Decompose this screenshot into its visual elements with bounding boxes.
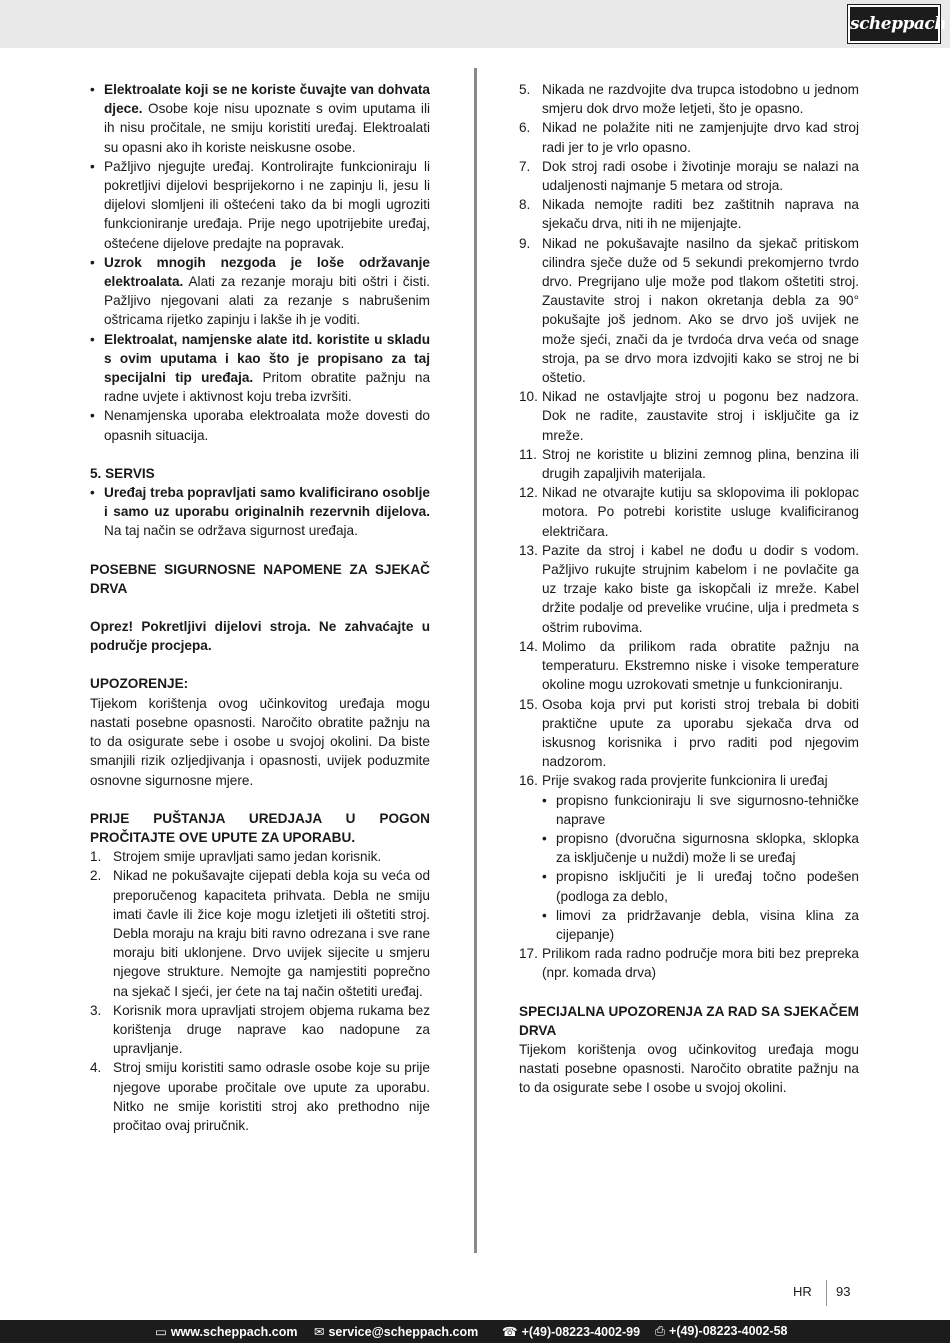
- phone-contact: ☎ +(49)-08223-4002-99: [502, 1325, 641, 1339]
- phone-icon: ☎: [502, 1325, 518, 1339]
- footer-separator: [826, 1280, 827, 1306]
- list-item: • Elektroalate koji se ne koriste čuvajte van dohvata djece. Osobe koje nisu upoznate s ovim uputama ili ih nisu pročitale, ne smiju koristiti uređaj. Elektroalati su opasni ako ih koriste neiskusne osobe.: [90, 82, 430, 155]
- list-item: • Pažljivo njegujte uređaj. Kontrolirajte funkcioniraju li pokretljivi dijelovi besprijekorno i ne zapinju li, jesu li dijelovi slomljeni ili oštećeni tako da bi mogli ugroziti funkcioniranje uređaja. Prije nego upotrijebite uređaj, oštećene dijelove predajte na popravak.: [90, 158, 430, 251]
- sub-list-item: • limovi za pridržavanje debla, visina klina za cijepanje): [542, 907, 859, 942]
- list-item: 13. Pazite da stroj i kabel ne dođu u dodir s vodom. Pažljivo rukujte strujnim kabelom i ne povlačite ga uz trzaje kako biste ga iskopčali iz mreže. Kabel držite podalje od prevelike vrućine, ulja i predmeta s oštrim rubovima.: [519, 542, 859, 635]
- right-column: [519, 80, 859, 1098]
- list-item: 8. Nikada nemojte raditi bez zaštitnih naprava na sjekaču drva, niti ih ne mijenjajte.: [519, 197, 859, 232]
- mail-icon: ✉: [314, 1325, 325, 1339]
- fax-contact: ⎙ +(49)-08223-4002-58: [655, 1324, 788, 1338]
- header-bar: [0, 0, 950, 48]
- page-footer: [770, 1284, 870, 1304]
- website-contact: ▭ www.scheppach.com: [155, 1325, 298, 1339]
- list-item: 9. Nikad ne pokušavajte nasilno da sjekač pritiskom cilindra sječe duže od 5 sekundi prekomjerno tvrdo drvo. Pregrijano ulje može pod tlakom oštetiti stroj. Zaustavite stroj i nakon okretanja debla za 90° pokušajte još jednom. Ako se drvo još uvijek ne može sjeći, znači da je tvrdoća drva veća od snage stroja, pa se drvo mora izdvojiti kako se stroj ne bi oštetio.: [519, 235, 859, 386]
- list-item: 14. Molimo da prilikom rada obratite pažnju na temperaturu. Ekstremno niske i visoke temperature okoline mogu uzrokovati smetnje u funkcioniranju.: [519, 638, 859, 693]
- language-code: HR: [793, 1284, 812, 1299]
- list-item: • Uzrok mnogih nezgoda je loše održavanje elektroalata. Alati za rezanje moraju biti oštri i čisti. Pažljivo njegovani alati za rezanje s nabrušenim oštricama rijetko zapinju i lakše ih je voditi.: [90, 254, 430, 328]
- email-contact: ✉ service@scheppach.com: [314, 1325, 479, 1339]
- list-item: • Nenamjenska uporaba elektroalata može dovesti do opasnih situacija.: [90, 408, 430, 443]
- fax-icon: ⎙: [655, 1324, 666, 1338]
- section-heading-posebne: POSEBNE SIGURNOSNE NAPOMENE ZA SJEKAČ DRVA: [90, 561, 430, 596]
- numbered-list: [519, 80, 859, 791]
- section-heading-servis: 5. SERVIS: [90, 465, 155, 481]
- list-item: 4. Stroj smiju koristiti samo odrasle osobe koje su prije njegove uporabe pročitale ove upute za uporabu. Nitko ne smije koristiti stroj ako prethodno nije pročitao ovaj priručnik.: [90, 1060, 430, 1133]
- section-heading-upozorenje: UPOZORENJE:: [90, 676, 189, 692]
- sub-list-item: • propisno isključiti je li uređaj točno podešen (podloga za deblo,: [542, 869, 859, 904]
- sub-list: [519, 791, 859, 945]
- list-item: 17. Prilikom rada radno područje mora biti bez prepreka (npr. komada drva): [519, 946, 859, 981]
- list-item: 5. Nikada ne razdvojite dva trupca istodobno u jednom smjeru dok drvo može letjeti, što je opasno.: [519, 82, 859, 117]
- list-item: • Elektroalat, namjenske alate itd. koristite u skladu s ovim uputama i kao što je propisano za taj specijalni tip uređaja. Pritom obratite pažnju na radne uvjete i aktivnost koju treba izvršiti.: [90, 331, 431, 405]
- list-item: 2. Nikad ne pokušavajte cijepati debla koja su veća od preporučenog kapaciteta prihvata. Debla ne smiju imati čavle ili žice koje mogu izletjeti ili oštetiti stroj. Debla moraju na kraju biti ravno odrezana i sve rane moraju biti uklonjene. Drvo uvijek sijecite u smjeru njegove strukture. Nemojte ga namjestiti poprečno na sjekač I sjeći, jer ćete na taj način oštetiti uređaj.: [90, 868, 430, 999]
- column-divider: [474, 68, 477, 1253]
- sub-list-item: • propisno funkcioniraju li sve sigurnosno-tehničke naprave: [542, 792, 859, 827]
- list-item: 3. Korisnik mora upravljati strojem objema rukama bez korištenja druge naprave kao nadopune za upravljanje.: [90, 1002, 430, 1057]
- list-item: 10. Nikad ne ostavljajte stroj u pogonu bez nadzora. Dok ne radite, zaustavite stroj i isključite ga iz mreže.: [519, 389, 859, 443]
- caution-text: Oprez! Pokretljivi dijelovi stroja. Ne zahvaćajte u područje procjepa.: [90, 619, 430, 654]
- page-number: 93: [836, 1284, 851, 1299]
- list-item: • Uređaj treba popravljati samo kvalificirano osoblje i samo uz uporabu originalnih rezervnih dijelova. Na taj način se održava sigurnost uređaja.: [90, 485, 430, 539]
- list-item: 16. Prije svakog rada provjerite funkcionira li uređaj: [519, 773, 828, 789]
- list-item: 15. Osoba koja prvi put koristi stroj trebala bi dobiti praktične upute za uporabu sjekača drva od iskusnog korisnika i prvo raditi pod njegovim nadzorom.: [519, 696, 859, 770]
- numbered-list: [90, 847, 430, 1135]
- list-item: 1. Strojem smije upravljati samo jedan korisnik.: [90, 849, 382, 865]
- scheppach-logo: scheppach: [848, 5, 940, 43]
- left-column: [90, 80, 430, 1135]
- list-item: 12. Nikad ne otvarajte kutiju sa sklopovima ili poklopac motora. Po potrebi koristite usluge kvalificiranog električara.: [519, 485, 859, 539]
- section-heading-prije: PRIJE PUŠTANJA UREDJAJA U POGON PROČITAJTE OVE UPUTE ZA UPORABU.: [90, 810, 430, 845]
- list-item: 6. Nikad ne polažite niti ne zamjenjujte drvo kad stroj radi jer to je vrlo opasno.: [519, 120, 859, 155]
- sub-list-item: • propisno (dvoručna sigurnosna sklopka, sklopka za isključenje u nuždi) može li se uređaj: [542, 830, 859, 866]
- contact-bar: [0, 1320, 950, 1343]
- computer-icon: ▭: [155, 1325, 167, 1339]
- list-item: 11. Stroj ne koristite u blizini zemnog plina, benzina ili drugih zapaljivih materijala.: [519, 446, 859, 482]
- paragraph: Tijekom korištenja ovog učinkovitog uređaja mogu nastati posebne opasnosti. Naročito obratite pažnju na to da osigurate sebe i osobe u svojoj okolini. Da biste smanjili rizik ozljedjivanja i opasnosti, uvijek poduzmite osnovne sigurnosne mjere.: [90, 695, 430, 788]
- paragraph: Tijekom korištenja ovog učinkovitog uređaja mogu nastati posebne opasnosti. Naročito obratite pažnju na to da osigurate sebe I osobe u svojoj okolini.: [519, 1041, 859, 1096]
- list-item: 7. Dok stroj radi osobe i životinje moraju se nalazi na udaljenosti najmanje 5 metara od stroja.: [519, 158, 859, 194]
- section-heading-specijalna: SPECIJALNA UPOZORENJA ZA RAD SA SJEKAČEM DRVA: [519, 1003, 859, 1038]
